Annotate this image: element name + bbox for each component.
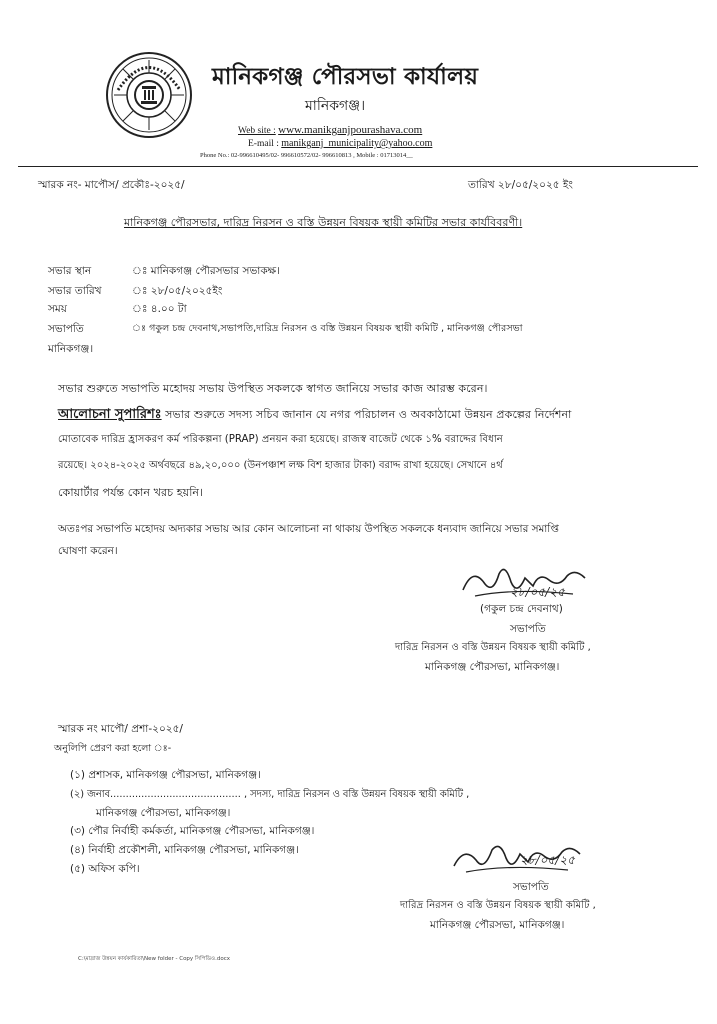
signature-date-1: ২৮/০৫/২৫: [510, 585, 565, 599]
website-link[interactable]: www.manikganjpourashava.com: [278, 124, 423, 136]
chair-label: সভাপতি: [48, 323, 84, 335]
email-link[interactable]: manikganj_municipality@yahoo.com: [281, 138, 433, 149]
distribution-item: (৪) নির্বাহী প্রকৌশলী, মানিকগঞ্জ পৌরসভা, মানিকগঞ্জ।: [70, 844, 299, 856]
website-label: Web site :: [238, 126, 276, 136]
office-subtitle: মানিকগঞ্জ।: [305, 98, 366, 114]
signer-org-1: মানিকগঞ্জ পৌরসভা, মানিকগঞ্জ।: [425, 661, 560, 673]
para-closing-line1: অতঃপর সভাপতি মহোদয় অদ্যকার সভায় আর কোন আলোচনা না থাকায় উপস্থিত সকলকে ধন্যবাদ জানিয়ে সভার সমাপ্তি: [58, 523, 559, 535]
distribution-item: (৩) পৌর নির্বাহী কর্মকর্তা, মানিকগঞ্জ পৌরসভা, মানিকগঞ্জ।: [70, 825, 315, 837]
signer-committee-2: দারিদ্র নিরসন ও বস্তি উন্নয়ন বিষয়ক স্থায়ী কমিটি ,: [400, 900, 596, 911]
memo-ref: স্মারক নং- মাপৌস/ প্রকৌঃ-২০২৫/: [38, 179, 185, 191]
para-discussion-line1: [58, 405, 571, 426]
letterhead-divider: [18, 166, 698, 167]
date-value: ঃ ২৮/০৫/২০২৫ইং: [132, 285, 223, 297]
signer-org-2: মানিকগঞ্জ পৌরসভা, মানিকগঞ্জ।: [430, 919, 565, 931]
distribution-intro: অনুলিপি প্রেরণ করা হলো ঃ-: [54, 743, 172, 754]
memo-date: তারিখ ২৮/০৫/২০২৫ ইং: [468, 179, 573, 191]
minutes-heading: মানিকগঞ্জ পৌরসভার, দারিদ্র নিরসন ও বস্তি উন্নয়ন বিষয়ক স্থায়ী কমিটির সভার কার্যবিবরণী।: [124, 216, 523, 229]
chair-value: ঃ গকুল চন্দ্র দেবনাথ,সভাপতি,দারিদ্র নিরসন ও বস্তি উন্নয়ন বিষয়ক স্থায়ী কমিটি , মানিকগঞ্জ পৌরসভা: [132, 323, 523, 334]
email-label: E-mail :: [248, 139, 279, 149]
para-discussion-line4: কোয়ার্টার পর্যন্ত কোন খরচ হয়নি।: [58, 486, 204, 499]
distribution-item-cont: মানিকগঞ্জ পৌরসভা, মানিকগঞ্জ।: [96, 807, 231, 819]
para-discussion-line3: রয়েছে। ২০২৪-২০২৫ অর্থবছরে ৪৯,২০,০০০ (উনপঞ্চাশ লক্ষ বিশ হাজার টাকা) বরাদ্দ রাখা হয়েছে। সেখানে ৪র্থ: [58, 460, 503, 471]
distribution-item: (১) প্রশাসক, মানিকগঞ্জ পৌরসভা, মানিকগঞ্জ।: [70, 769, 261, 781]
distribution-ref: স্মারক নং মাপৌ/ প্রশা-২০২৫/: [58, 723, 183, 735]
discussion-label: আলোচনা সুপারিশঃ: [58, 407, 162, 422]
para-opening: সভার শুরুতে সভাপতি মহোদয় সভায় উপস্থিত সকলকে স্বাগত জানিয়ে সভার কাজ আরম্ভ করেন।: [58, 382, 488, 395]
office-title: মানিকগঞ্জ পৌরসভা কার্যালয়: [212, 64, 479, 90]
signer-role-1: সভাপতি: [510, 623, 546, 635]
time-label: সময়: [48, 303, 67, 315]
signer-role-2: সভাপতি: [513, 881, 549, 893]
distribution-item: (৫) অফিস কপি।: [70, 863, 140, 875]
para-closing-line2: ঘোষণা করেন।: [58, 545, 118, 557]
chair-value-cont: মানিকগঞ্জ।: [48, 343, 94, 355]
signer-committee-1: দারিদ্র নিরসন ও বস্তি উন্নয়ন বিষয়ক স্থায়ী কমিটি ,: [395, 642, 591, 653]
place-label: সভার স্থান: [48, 265, 92, 277]
date-label: সভার তারিখ: [48, 285, 102, 297]
email-line: [248, 138, 432, 149]
signer-name: (গকুল চন্দ্র দেবনাথ): [480, 603, 563, 615]
time-value: ঃ ৪.০০ টা: [132, 303, 187, 315]
file-path-footer: C:\মাদ্রাজ উন্নয়ন কার্যকারিতা\New folder - Copy সিপিডিও.docx: [78, 956, 230, 962]
para-discussion-line2: মোতাবেক দারিদ্র হ্রাসকরণ কর্ম পরিকল্পনা (PRAP) প্রনয়ন করা হয়েছে। রাজস্ব বাজেট থেকে ১% বরাদ্দের বিধান: [58, 434, 503, 445]
discussion-text: সভার শুরুতে সদস্য সচিব জানান যে নগর পরিচালন ও অবকাঠামো উন্নয়ন প্রকল্পের নির্দেশনা: [161, 408, 572, 421]
place-value: ঃ মানিকগঞ্জ পৌরসভার সভাকক্ষ।: [132, 265, 280, 277]
distribution-item: (২) জনাব.......................................... , সদস্য, দারিদ্র নিরসন ও বস্তি উন্নয়ন বিষয়ক স্থায়ী কমিটি ,: [70, 789, 470, 800]
website-line: [238, 124, 422, 136]
municipality-seal: [104, 50, 194, 140]
phone-line: Phone No.: 02-996610495/02- 996610572/02- 996610813 , Mobile : 01713014__: [200, 152, 413, 159]
signature-date-2: ২৮/০৫/২৫: [520, 853, 575, 867]
